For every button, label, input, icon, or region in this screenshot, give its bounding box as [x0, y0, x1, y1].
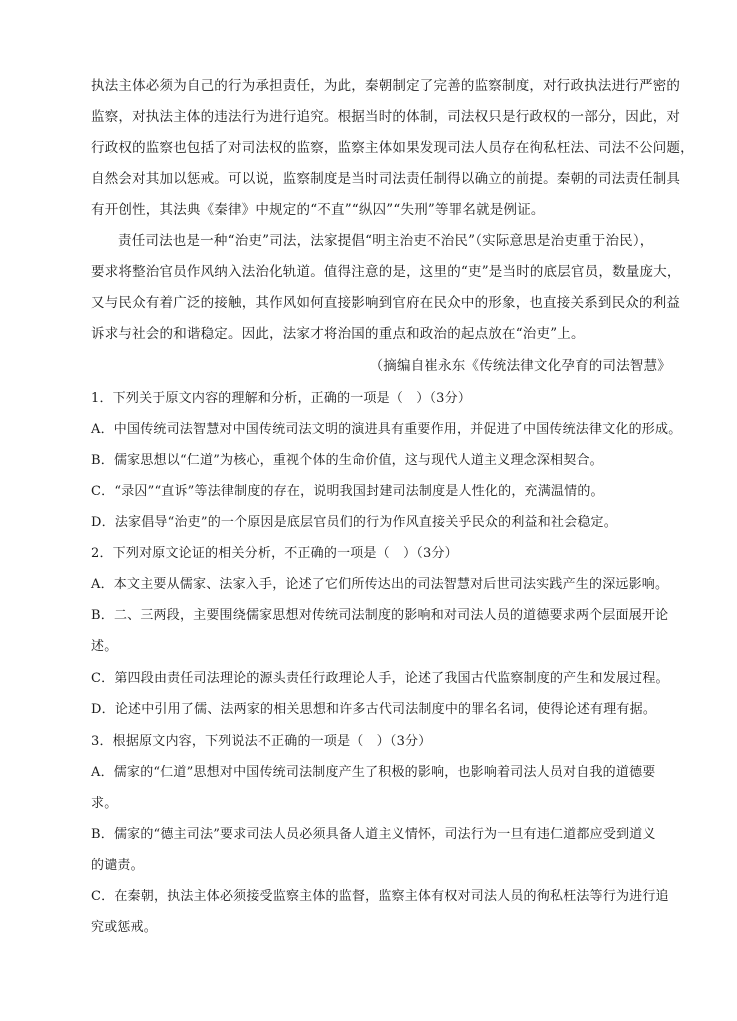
passage-line: 行政权的监察也包括了对司法权的监察，监察主体如果发现司法人员存在徇私枉法、司法不公问题，: [91, 140, 694, 156]
question-3-stem: 3．根据原文内容，下列说法不正确的一项是（ ）（3分）: [91, 734, 432, 749]
question-2-option-b: B．二、三两段，主要围绕儒家思想对传统司法制度的影响和对司法人员的道德要求两个层面展开论: [91, 608, 669, 623]
question-3-option-a-cont: 求。: [91, 796, 118, 811]
question-3-option-c-cont: 究或惩戒。: [91, 920, 158, 935]
passage-line: 监察，对执法主体的违法行为进行追究。根据当时的体制，司法权只是行政权的一部分，因此，对: [91, 109, 681, 125]
passage-line: 责任司法也是一种“治吏”司法，法家提倡“明主治吏不治民”（实际意思是治吏重于治民），: [118, 233, 654, 249]
question-1-option-d: D．法家倡导“治吏”的一个原因是底层官员们的行为作风直接关乎民众的利益和社会稳定。: [91, 515, 617, 530]
passage-line: 又与民众有着广泛的接触，其作风如何直接影响到官府在民众中的形象，也直接关系到民众的利益: [91, 295, 681, 311]
passage-line: 执法主体必须为自己的行为承担责任，为此，秦朝制定了完善的监察制度，对行政执法进行严密的: [91, 78, 681, 94]
question-2-option-a: A．本文主要从儒家、法家入手，论述了它们所传达出的司法智慧对后世司法实践产生的深远影响。: [91, 577, 669, 592]
question-2-stem: 2．下列对原文论证的相关分析，不正确的一项是（ ）（3分）: [91, 546, 458, 561]
question-2-option-b-cont: 述。: [91, 639, 118, 654]
question-1-option-a: A．中国传统司法智慧对中国传统司法文明的演进具有重要作用，并促进了中国传统法律文化的形成。: [91, 422, 682, 437]
question-1-option-c: C．“录囚”“直诉”等法律制度的存在，说明我国封建司法制度是人性化的，充满温情的。: [91, 484, 604, 499]
passage-line: 有开创性，其法典《秦律》中规定的“不直”“纵囚”“失刑”等罪名就是例证。: [91, 202, 545, 218]
question-2-option-d: D．论述中引用了儒、法两家的相关思想和许多古代司法制度中的罪名名词，使得论述有理有据。: [91, 702, 657, 717]
source-citation: （摘编自崔永东《传统法律文化孕育的司法智慧》: [369, 358, 671, 374]
passage-line: 诉求与社会的和谐稳定。因此，法家才将治国的重点和政治的起点放在“治吏”上。: [91, 326, 585, 342]
question-3-option-b-cont: 的谴责。: [91, 858, 144, 873]
question-1-stem: 1．下列关于原文内容的理解和分析，正确的一项是（ ）（3分）: [91, 391, 472, 406]
passage-line: 要求将整治官员作风纳入法治化轨道。值得注意的是，这里的“吏”是当时的底层官员，数量庞大，: [91, 264, 681, 280]
question-3-option-b: B．儒家的“德主司法”要求司法人员必须具备人道主义情怀，司法行为一旦有违仁道都应受到道义: [91, 827, 656, 842]
question-1-option-b: B．儒家思想以“仁道”为核心，重视个体的生命价值，这与现代人道主义理念深相契合。: [91, 453, 603, 468]
question-2-option-c: C．第四段由责任司法理论的源头责任行政理论人手，论述了我国古代监察制度的产生和发展过程。: [91, 671, 669, 686]
passage-line: 自然会对其加以惩戒。可以说，监察制度是当时司法责任制得以确立的前提。秦朝的司法责任制具: [91, 171, 681, 187]
question-3-option-a: A．儒家的“仁道”思想对中国传统司法制度产生了积极的影响，也影响着司法人员对自我的道德要: [91, 765, 656, 780]
question-3-option-c: C．在秦朝，执法主体必须接受监察主体的监督，监察主体有权对司法人员的徇私枉法等行为进行追: [91, 889, 669, 904]
